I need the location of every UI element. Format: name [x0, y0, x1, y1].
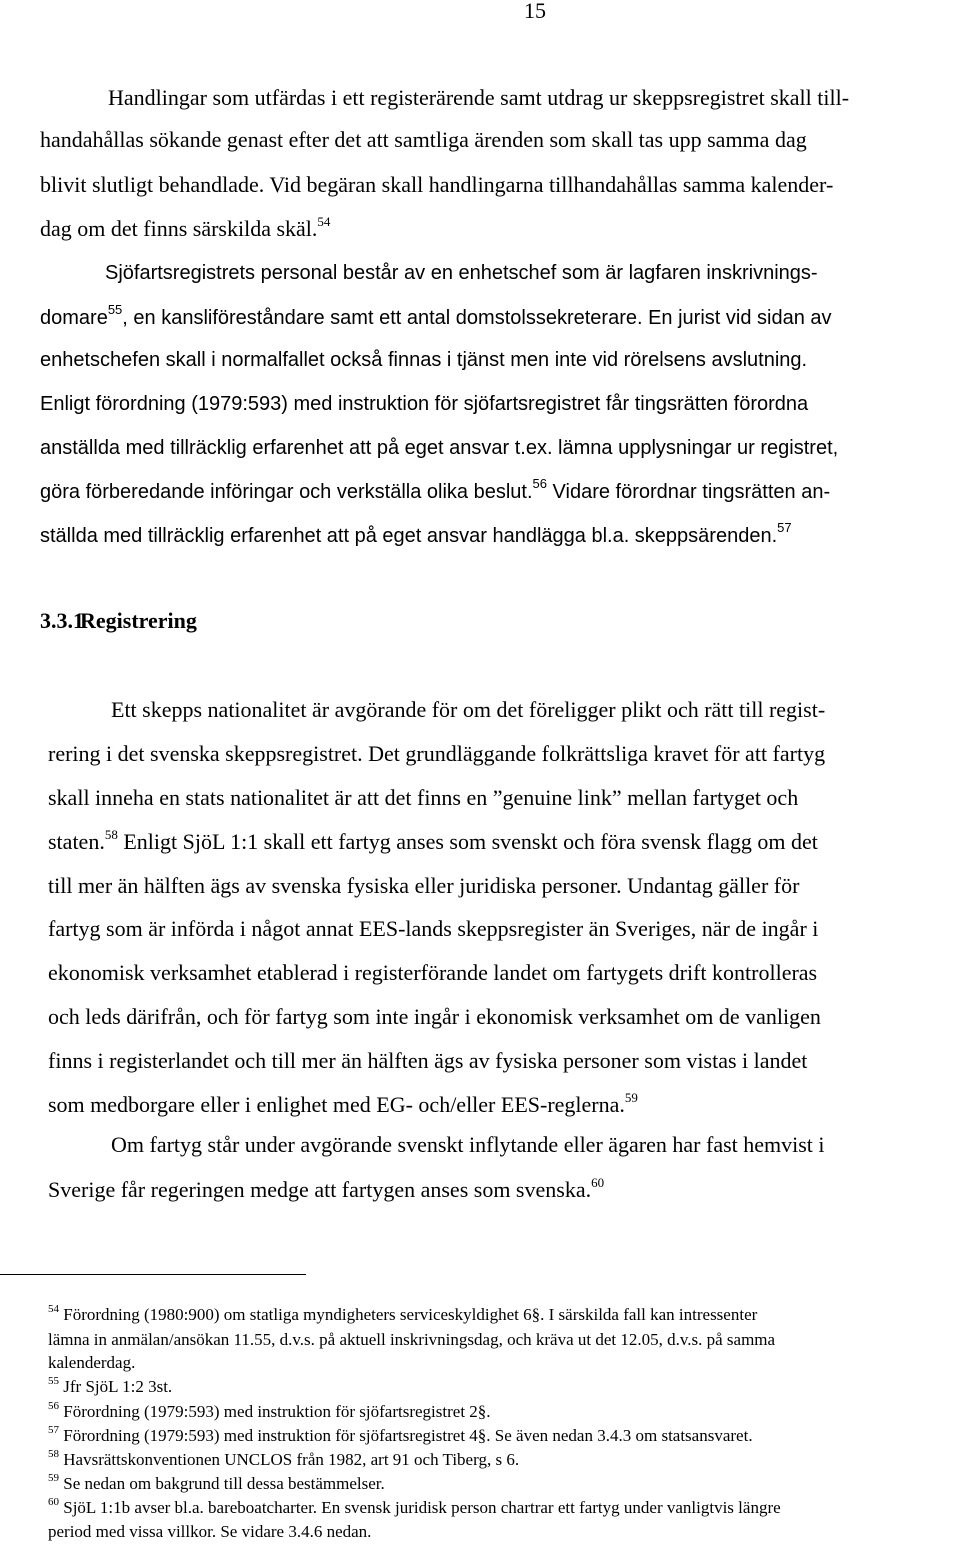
footnote-60-cont: period med vissa villkor. Se vidare 3.4.6 nedan.	[48, 1522, 372, 1541]
footnote-ref-60: 60	[591, 1175, 605, 1190]
footnote-text: SjöL 1:1b avser bl.a. bareboatcharter. En svensk juridisk person chartrar ett fartyg under vanligtvis längre	[59, 1498, 781, 1517]
text-fragment: Enligt SjöL 1:1 skall ett fartyg anses som svenskt och föra svensk flagg om det	[117, 829, 818, 854]
paragraph-1	[40, 85, 850, 241]
text-line	[40, 302, 832, 331]
text-line	[40, 216, 330, 242]
text-line: handahållas sökande genast efter det att samtliga ärenden som skall tas upp samma dag	[40, 127, 807, 152]
footnote-ref-57: 57	[777, 520, 792, 535]
footnote-ref-56: 56	[532, 476, 547, 491]
text-line: anställda med tillräcklig erfarenhet att på eget ansvar t.ex. lämna upplysningar ur registret,	[40, 437, 839, 459]
text-fragment: Vidare förordnar tingsrätten an-	[546, 481, 831, 503]
footnote-text: Havsrättskonventionen UNCLOS från 1982, art 91 och Tiberg, s 6.	[59, 1450, 520, 1469]
text-line: och leds därifrån, och för fartyg som inte ingår i ekonomisk verksamhet om de vanligen	[48, 1004, 821, 1029]
footnote-ref-54: 54	[317, 214, 331, 229]
text-line: till mer än hälften ägs av svenska fysiska eller juridiska personer. Undantag gäller för	[48, 873, 800, 898]
text-fragment: ställda med tillräcklig erfarenhet att på eget ansvar handlägga bl.a. skeppsärenden.	[40, 525, 778, 547]
text-line	[48, 1177, 604, 1203]
footnote-number: 55	[48, 1375, 59, 1387]
footnote-58	[48, 1450, 519, 1470]
text-fragment: göra förberedande införingar och verkställa olika beslut.	[40, 481, 533, 503]
text-line: blivit slutligt behandlade. Vid begäran skall handlingarna tillhandahållas samma kalender-	[40, 172, 834, 197]
footnote-ref-58: 58	[104, 827, 118, 842]
footnote-number: 54	[48, 1303, 59, 1315]
footnote-number: 59	[48, 1472, 59, 1484]
text-line: Om fartyg står under avgörande svenskt inflytande eller ägaren har fast hemvist i	[111, 1132, 825, 1157]
footnote-text: Förordning (1980:900) om statliga myndigheters serviceskyldighet 6§. I särskilda fall kan intressenter	[59, 1305, 758, 1324]
footnote-text: Förordning (1979:593) med instruktion för sjöfartsregistret 4§. Se även nedan 3.4.3 om statsansvaret.	[59, 1426, 753, 1445]
footnote-separator	[0, 1274, 306, 1275]
text-line: Handlingar som utfärdas i ett registerärende samt utdrag ur skeppsregistret skall till-	[108, 85, 850, 110]
text-fragment: domare	[40, 307, 108, 329]
footnote-number: 58	[48, 1448, 59, 1460]
text-fragment: staten.	[48, 829, 105, 854]
text-line	[48, 1092, 638, 1118]
section-number: 3.3.1	[40, 608, 84, 633]
paragraph-2	[40, 260, 839, 547]
footnote-56	[48, 1402, 491, 1422]
text-line: finns i registerlandet och till mer än hälften ägs av fysiska personer som vistas i landet	[48, 1048, 808, 1073]
text-fragment: som medborgare eller i enlighet med EG- och/eller EES-reglerna.	[48, 1092, 625, 1117]
paragraph-4	[48, 1132, 825, 1210]
footnote-55	[48, 1377, 172, 1397]
text-line	[40, 476, 831, 505]
footnote-number: 60	[48, 1496, 59, 1508]
footnote-number: 56	[48, 1400, 59, 1412]
footnote-54	[48, 1305, 757, 1325]
text-line: fartyg som är införda i något annat EES-lands skeppsregister än Sveriges, när de ingår i	[48, 916, 819, 941]
footnote-59	[48, 1474, 385, 1494]
footnote-ref-59: 59	[624, 1090, 638, 1105]
page-number: 15	[524, 0, 546, 23]
footnote-text: Se nedan om bakgrund till dessa bestämmelser.	[59, 1474, 385, 1493]
text-line: Enligt förordning (1979:593) med instruktion för sjöfartsregistret får tingsrätten förordna	[40, 393, 809, 415]
text-fragment: dag om det finns särskilda skäl.	[40, 216, 318, 241]
footnote-ref-55: 55	[107, 302, 123, 317]
text-line	[40, 520, 792, 549]
footnote-57	[48, 1426, 753, 1446]
text-line: Ett skepps nationalitet är avgörande för om det föreligger plikt och rätt till regist-	[111, 697, 826, 722]
section-title: Registrering	[80, 608, 197, 633]
text-fragment: , en kansliföreståndare samt ett antal domstolssekreterare. En jurist vid sidan av	[122, 307, 832, 329]
text-line: rering i det svenska skeppsregistret. Det grundläggande folkrättsliga kravet för att fartyg	[48, 741, 826, 766]
text-line: Sjöfartsregistrets personal består av en enhetschef som är lagfaren inskrivnings-	[105, 262, 818, 284]
footnote-54-cont: lämna in anmälan/ansökan 11.55, d.v.s. på aktuell inskrivningsdag, och kräva ut det 12.05, d.v.s. på samma	[48, 1330, 776, 1349]
section-heading	[40, 608, 197, 634]
text-line: ekonomisk verksamhet etablerad i registerförande landet om fartygets drift kontrolleras	[48, 960, 818, 985]
footnote-54-cont: kalenderdag.	[48, 1353, 136, 1372]
footnote-text: Jfr SjöL 1:2 3st.	[59, 1377, 173, 1396]
footnote-60	[48, 1498, 781, 1518]
footnote-text: Förordning (1979:593) med instruktion för sjöfartsregistret 2§.	[59, 1402, 491, 1421]
footnote-number: 57	[48, 1424, 59, 1436]
text-line: skall inneha en stats nationalitet är att det finns en ”genuine link” mellan fartyget och	[48, 785, 799, 810]
text-line: enhetschefen skall i normalfallet också finnas i tjänst men inte vid rörelsens avslutning.	[40, 349, 808, 371]
text-fragment: Sverige får regeringen medge att fartygen anses som svenska.	[48, 1177, 592, 1202]
text-line	[48, 829, 818, 855]
paragraph-3	[48, 697, 826, 1117]
